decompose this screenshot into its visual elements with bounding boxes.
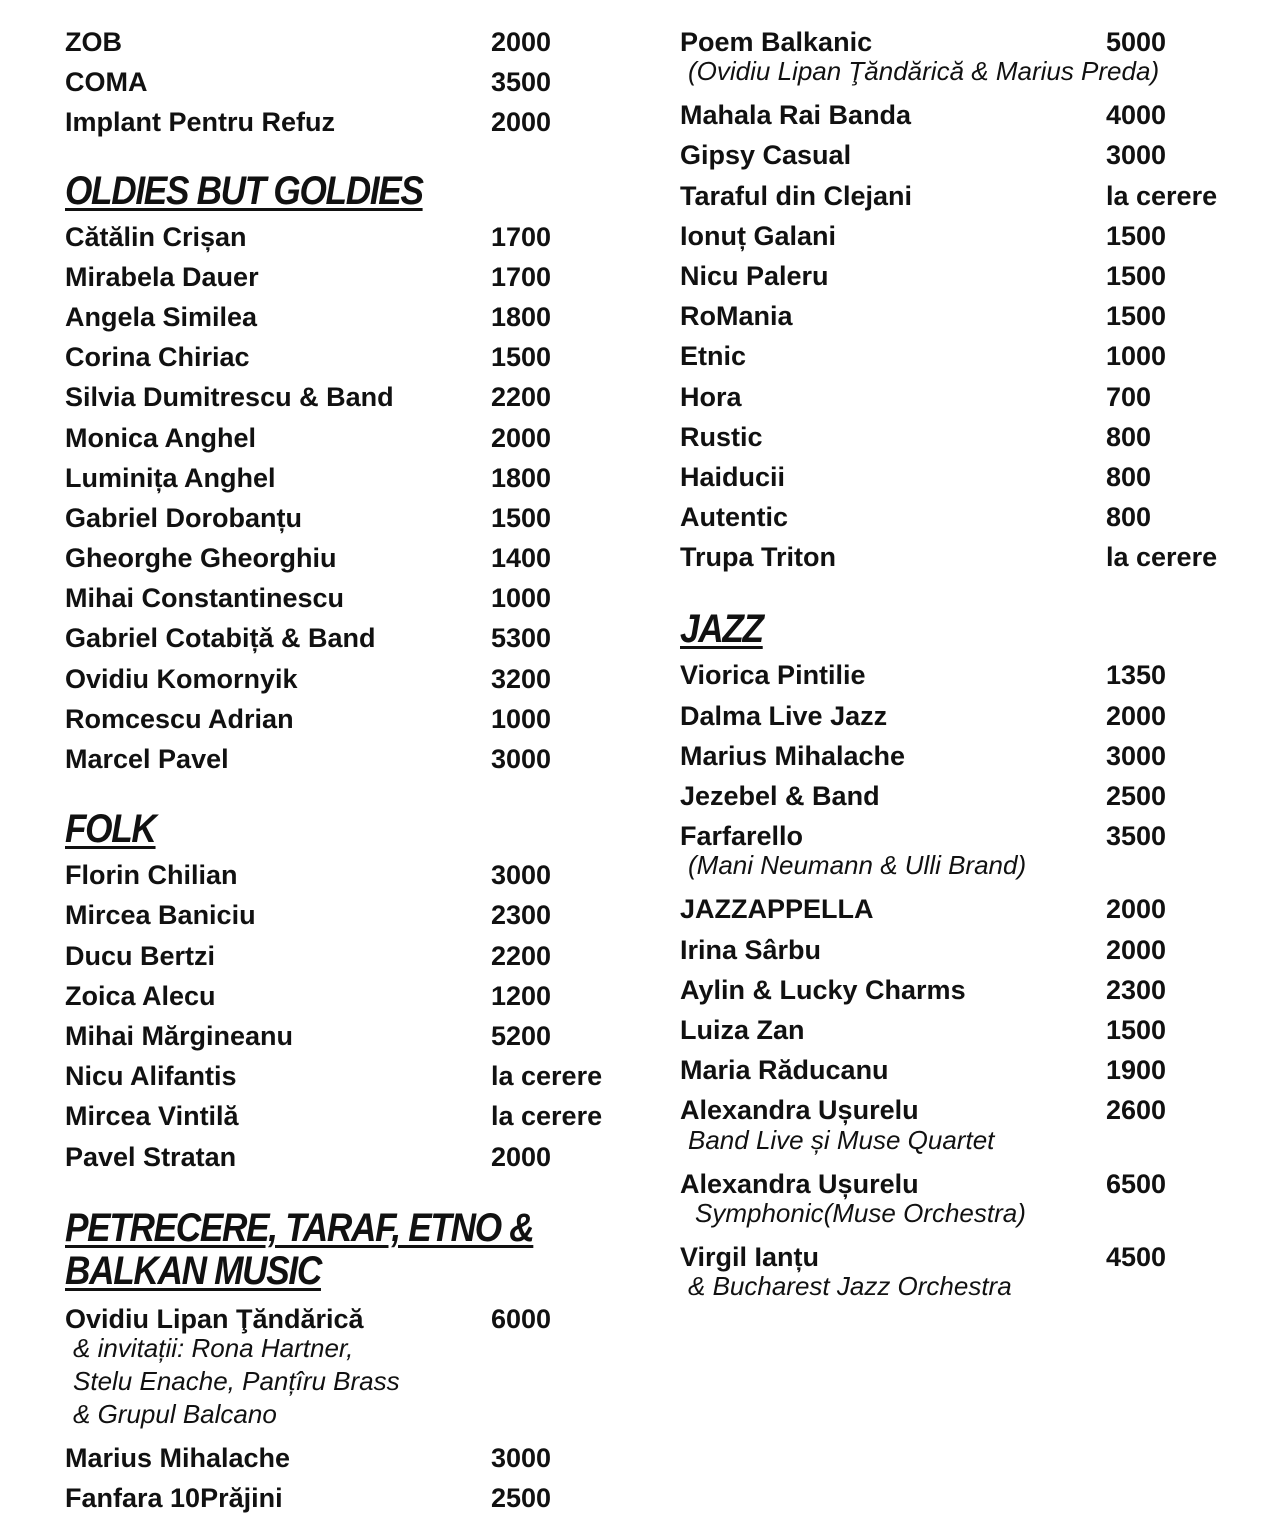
list-item: Mirabela Dauer 1700 [65,261,552,292]
item-note: Symphonic(Muse Orchestra) [695,1197,1026,1228]
right-column [680,22,1250,1310]
list-item: Luminița Anghel 1800 [65,462,552,493]
list-item: Silvia Dumitrescu & Band 2200 [65,382,552,413]
list-item: Mihai Mărgineanu 5200 [65,1020,552,1051]
section-title-oldies: OLDIES BUT GOLDIES [65,168,423,213]
list-item: Ionuț Galani 1500 [680,220,1167,251]
list-item: Corina Chiriac 1500 [65,342,552,373]
list-item: ZOB 2000 [65,27,552,57]
item-note: (Mani Neumann & Ulli Brand) [688,850,1027,881]
list-item: Marius Mihalache 3000 [680,740,1167,771]
left-column [65,22,625,1518]
list-item: Cătălin Crișan 1700 [65,221,552,252]
list-item: Gipsy Casual 3000 [680,140,1167,171]
list-item: Nicu Alifantis la cerere [65,1061,603,1092]
list-item: Poem Balkanic 5000 [680,27,1167,57]
list-item: Fanfara 10Prăjini 2500 [65,1483,552,1514]
list-item: Aylin & Lucky Charms 2300 [680,974,1167,1005]
list-item: Mircea Vintilă la cerere [65,1101,603,1132]
item-note-line: Stelu Enache, Panțîru Brass [73,1365,400,1396]
item-note: & Bucharest Jazz Orchestra [688,1270,1012,1301]
list-item: Ovidiu Komornyik 3200 [65,663,552,694]
list-item: Farfarello 3500 [680,821,1167,852]
list-item: Gheorghe Gheorghiu 1400 [65,543,552,574]
item-note: Band Live și Muse Quartet [688,1124,995,1155]
list-item: Marius Mihalache 3000 [65,1442,552,1473]
list-item: Virgil Ianțu 4500 [680,1241,1167,1272]
list-item: Angela Similea 1800 [65,301,552,332]
list-item: Maria Răducanu 1900 [680,1055,1167,1086]
list-item: Taraful din Clejani la cerere [680,180,1218,211]
item-note [65,1332,625,1431]
list-item: Alexandra Ușurelu 6500 [680,1168,1167,1199]
list-item: Monica Anghel 2000 [65,422,552,453]
jazz-list [680,655,1250,1302]
list-item: Luiza Zan 1500 [680,1014,1167,1045]
list-item: RoMania 1500 [680,301,1167,332]
list-item: Mihai Constantinescu 1000 [65,583,552,614]
petrecere-list [65,1299,625,1519]
list-item: Gabriel Dorobanțu 1500 [65,502,552,533]
item-note-line: & Grupul Balcano [73,1398,277,1429]
list-item: Pavel Stratan 2000 [65,1141,552,1172]
folk-list [65,855,625,1177]
list-item: Hora 700 [680,381,1152,412]
list-item: Autentic 800 [680,502,1152,533]
item-note-line: & invitații: Rona Hartner, [73,1332,354,1363]
balkan-list [680,22,1250,577]
oldies-list [65,217,625,780]
list-item: Mircea Baniciu 2300 [65,900,552,931]
section-title-folk: FOLK [65,807,156,852]
section-title-jazz: JAZZ [680,607,763,652]
list-item: Dalma Live Jazz 2000 [680,700,1167,731]
list-item: Etnic 1000 [680,341,1167,372]
list-item: Jezebel & Band 2500 [680,781,1167,811]
section-title-petrecere-line2: BALKAN MUSIC [65,1248,321,1293]
list-item: Gabriel Cotabiță & Band 5300 [65,623,552,654]
section-title-petrecere [65,1207,558,1293]
list-item: Mahala Rai Banda 4000 [680,100,1167,131]
list-item: Trupa Triton la cerere [680,542,1218,573]
list-item: Alexandra Ușurelu 2600 [680,1095,1167,1126]
list-item: Nicu Paleru 1500 [680,260,1167,291]
list-item: Rustic 800 [680,421,1152,452]
top-list [65,22,625,143]
list-item: Ovidiu Lipan Ţăndărică 6000 [65,1303,552,1334]
list-item: Ducu Bertzi 2200 [65,940,552,971]
item-note: (Ovidiu Lipan Ţăndărică & Marius Preda) [688,56,1160,87]
list-item: Romcescu Adrian 1000 [65,703,552,734]
section-title-petrecere-line1: PETRECERE, TARAF, ETNO & [65,1205,534,1250]
list-item: Viorica Pintilie 1350 [680,660,1167,691]
list-item: Implant Pentru Refuz 2000 [65,107,552,138]
list-item: Marcel Pavel 3000 [65,744,552,774]
list-item: JAZZAPPELLA 2000 [680,894,1167,925]
list-item: Florin Chilian 3000 [65,860,552,891]
list-item: Haiducii 800 [680,461,1152,492]
list-item: Zoica Alecu 1200 [65,980,552,1011]
list-item: Irina Sârbu 2000 [680,934,1167,965]
list-item: COMA 3500 [65,67,552,98]
